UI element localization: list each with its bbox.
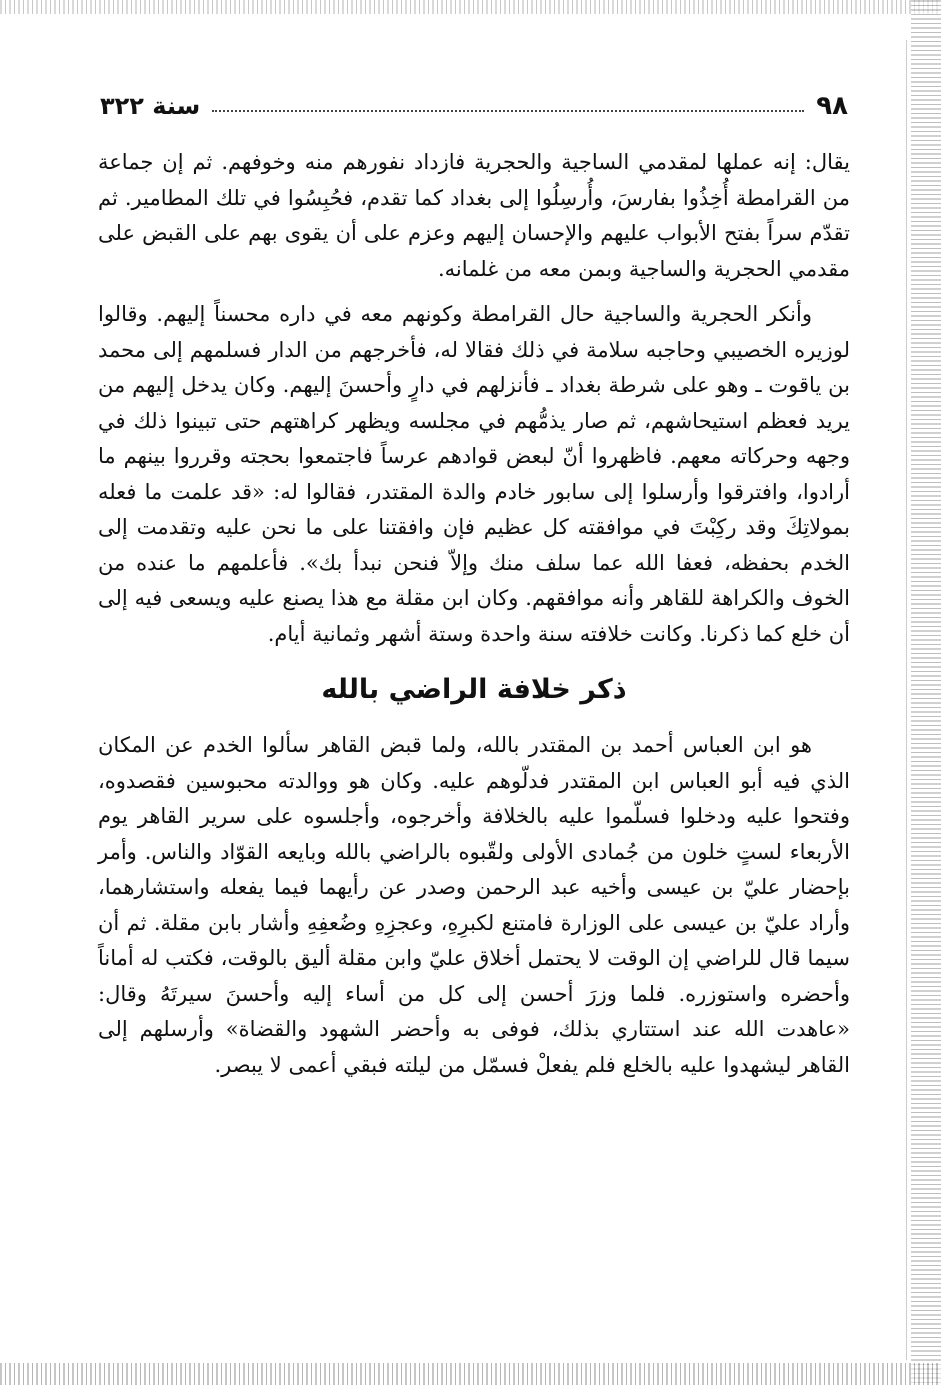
page-number: ٩٨ (816, 91, 848, 121)
page-header (100, 86, 848, 126)
top-border-ornament (0, 0, 941, 14)
header-dotted-leader (212, 110, 804, 112)
page-body (98, 145, 850, 1093)
paragraph: هو ابن العباس أحمد بن المقتدر بالله، ولما قبض القاهر سألوا الخدم عن المكان الذي فيه أبو العباس ابن المقتدر فدلّوهم عليه. وكان هو ووالدته محبوسين فقصدوه، وفتحوا عليه ودخلوا فسلّموا عليه بالخلافة وأخرجوه، وأجلسوه على سرير القاهر يوم الأربعاء لستٍ خلون من جُمادى الأولى ولقّبوه بالراضي بالله وبايعه القوّاد والناس. وأمر بإحضار عليّ بن عيسى وأخيه عبد الرحمن وصدر عن رأيهما فيما يفعله واستشارهما، وأراد عليّ بن عيسى على الوزارة فامتنع لكبرِهِ، وعجزِهِ وضُعفِهِ وأشار بابن مقلة. ثم أن سيما قال للراضي إن الوقت لا يحتمل أخلاق عليّ وابن مقلة أليق بالوقت، فكتب له أماناً وأحضره واستوزره. فلما وزرَ أحسن إلى كل من أساء إليه وأحسنَ سيرتَهُ وقال: «عاهدت الله عند استتاري بذلك، فوفى به وأحضر الشهود والقضاة» وأرسلهم إلى القاهر ليشهدوا عليه بالخلع فلم يفعلْ فسمّل من ليلته فبقي أعمى لا يبصر. (98, 733, 850, 1077)
running-head-year: سنة ٣٢٢ (100, 92, 201, 120)
right-margin-line (906, 40, 907, 1360)
paragraph: يقال: إنه عملها لمقدمي الساجية والحجرية فازداد نفورهم منه وخوفهم. ثم إن جماعة من القرامطة أُخِذُوا بفارسَ، وأُرسِلُوا إلى بغداد كما تقدم، فحُبِسُوا في تلك المطامير. ثم تقدّم سراً بفتح الأبواب عليهم والإحسان إليهم وعزم على أن يقوى بهم على القبض على مقدمي الحجرية والساجية وبمن معه من غلمانه. (98, 150, 850, 281)
right-border-ornament (911, 0, 941, 1385)
bottom-border-ornament (0, 1363, 941, 1385)
paragraph: وأنكر الحجرية والساجية حال القرامطة وكونهم معه في داره محسناً إليهم. وقالوا لوزيره الخصيبي وحاجبه سلامة في ذلك فقالا له، فأخرجهم من الدار فسلمهم إلى محمد بن ياقوت ـ وهو على شرطة بغداد ـ فأنزلهم في دارٍ وأحسنَ إليهم. وكان يدخل إليهم من يريد فعظم استيحاشهم، ثم صار يذمُّهم في مجلسه ويظهر كراهتهم حتى تبينوا ذلك في وجهه وحركاته معهم. فاظهروا أنّ لبعض قوادهم عرساً فاجتمعوا بحجته وقرروا بينهم ما أرادوا، وافترقوا وأرسلوا إلى سابور خادم والدة المقتدر، فقالوا له: «قد علمت ما فعله بمولاتِكَ وقد ركِبْتَ في موافقته كل عظيم فإن وافقتنا على ما نحن عليه وتقدمت إلى الخدم بحفظه، فعفا الله عما سلف منك وإلاّ فنحن نبدأ بك». فأعلمهم ما عنده من الخوف والكراهة للقاهر وأنه موافقهم. وكان ابن مقلة مع هذا يصنع عليه ويسعى فيه إلى أن خلع كما ذكرنا. وكانت خلافته سنة واحدة وستة أشهر وثمانية أيام. (98, 302, 850, 646)
section-heading: ذكر خلافة الراضي بالله (321, 674, 627, 705)
